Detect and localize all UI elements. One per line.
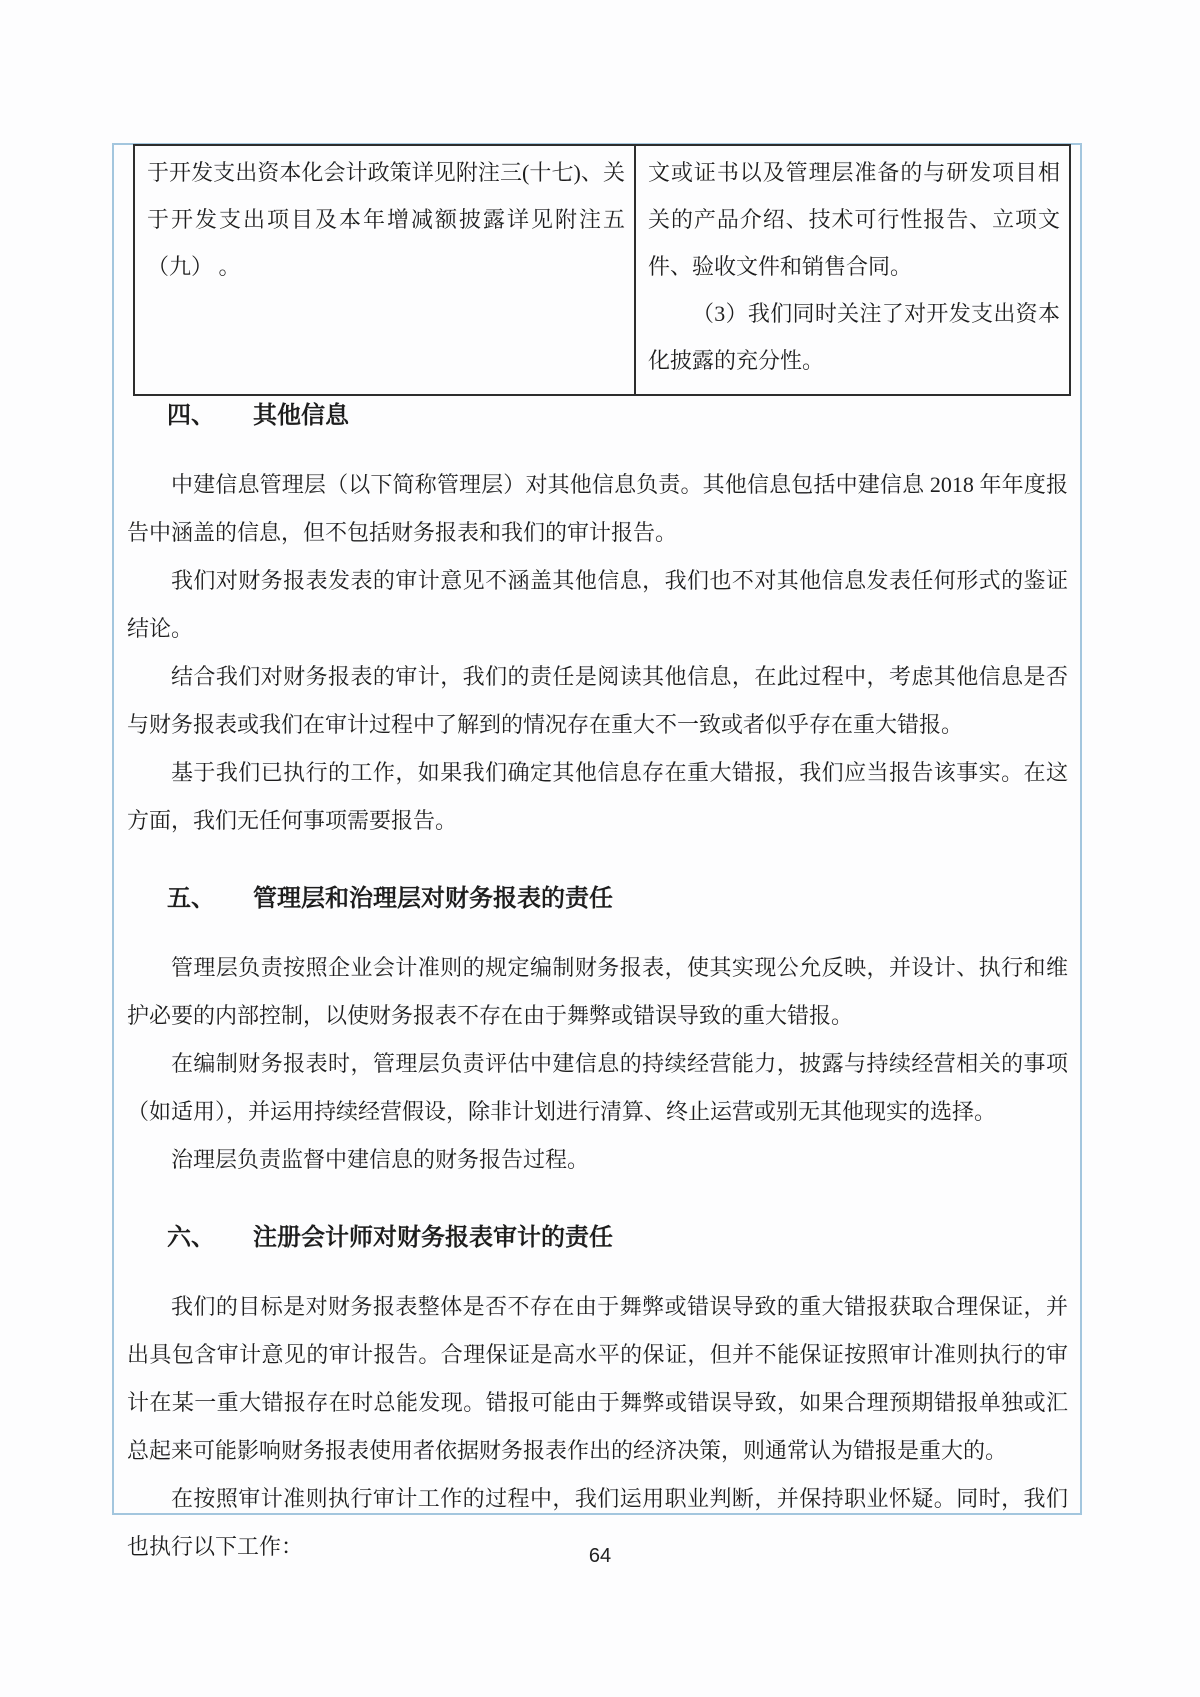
section-heading-other-information [127, 392, 1068, 440]
table-cell-audit-response [635, 145, 1070, 395]
paragraph: 管理层负责按照企业会计准则的规定编制财务报表，使其实现公允反映，并设计、执行和维护必要的内部控制，以使财务报表不存在由于舞弊或错误导致的重大错报。 [127, 955, 1068, 1028]
right-cell-text-2: （3）我们同时关注了对开发支出资本化披露的充分性。 [648, 301, 1060, 373]
table-cell-audit-matter [134, 145, 635, 395]
section-heading-auditor-responsibility [127, 1214, 1068, 1262]
paragraph: 在编制财务报表时，管理层负责评估中建信息的持续经营能力，披露与持续经营相关的事项（如适用），并运用持续经营假设，除非计划进行清算、终止运营或别无其他现实的选择。 [127, 1051, 1068, 1124]
section-title: 其他信息 [253, 403, 349, 429]
paragraph: 我们的目标是对财务报表整体是否不存在由于舞弊或错误导致的重大错报获取合理保证，并出具包含审计意见的审计报告。合理保证是高水平的保证，但并不能保证按照审计准则执行的审计在某一重大错报存在时总能发现。错报可能由于舞弊或错误导致，如果合理预期错报单独或汇总起来可能影响财务报表使用者依据财务报表作出的经济决策，则通常认为错报是重大的。 [127, 1294, 1068, 1463]
paragraph: 治理层负责监督中建信息的财务报告过程。 [171, 1147, 590, 1172]
document-body [127, 370, 1068, 1571]
left-cell-text: 于开发支出资本化会计政策详见附注三(十七)、关于开发支出项目及本年增减额披露详见附注五（九） 。 [147, 160, 625, 279]
paragraph: 中建信息管理层（以下简称管理层）对其他信息负责。其他信息包括中建信息 2018 年年度报告中涵盖的信息，但不包括财务报表和我们的审计报告。 [127, 472, 1068, 545]
section-number: 六、 [167, 1225, 215, 1251]
paragraph: 我们对财务报表发表的审计意见不涵盖其他信息，我们也不对其他信息发表任何形式的鉴证结论。 [127, 568, 1068, 641]
section-title: 管理层和治理层对财务报表的责任 [253, 886, 613, 912]
key-audit-matter-table [133, 144, 1071, 396]
paragraph: 在按照审计准则执行审计工作的过程中，我们运用职业判断，并保持职业怀疑。同时，我们也执行以下工作： [127, 1486, 1068, 1559]
paragraph: 结合我们对财务报表的审计，我们的责任是阅读其他信息，在此过程中，考虑其他信息是否与财务报表或我们在审计过程中了解到的情况存在重大不一致或者似乎存在重大错报。 [127, 664, 1068, 737]
right-cell-text-1: 文或证书以及管理层准备的与研发项目相关的产品介绍、技术可行性报告、立项文件、验收文件和销售合同。 [648, 160, 1060, 279]
section-title: 注册会计师对财务报表审计的责任 [253, 1225, 613, 1251]
page-number: 64 [588, 1545, 612, 1567]
section-number: 四、 [167, 403, 215, 429]
paragraph: 基于我们已执行的工作，如果我们确定其他信息存在重大错报，我们应当报告该事实。在这方面，我们无任何事项需要报告。 [127, 760, 1068, 833]
section-heading-management-responsibility [127, 875, 1068, 923]
section-number: 五、 [167, 886, 215, 912]
table-row [134, 145, 1070, 395]
